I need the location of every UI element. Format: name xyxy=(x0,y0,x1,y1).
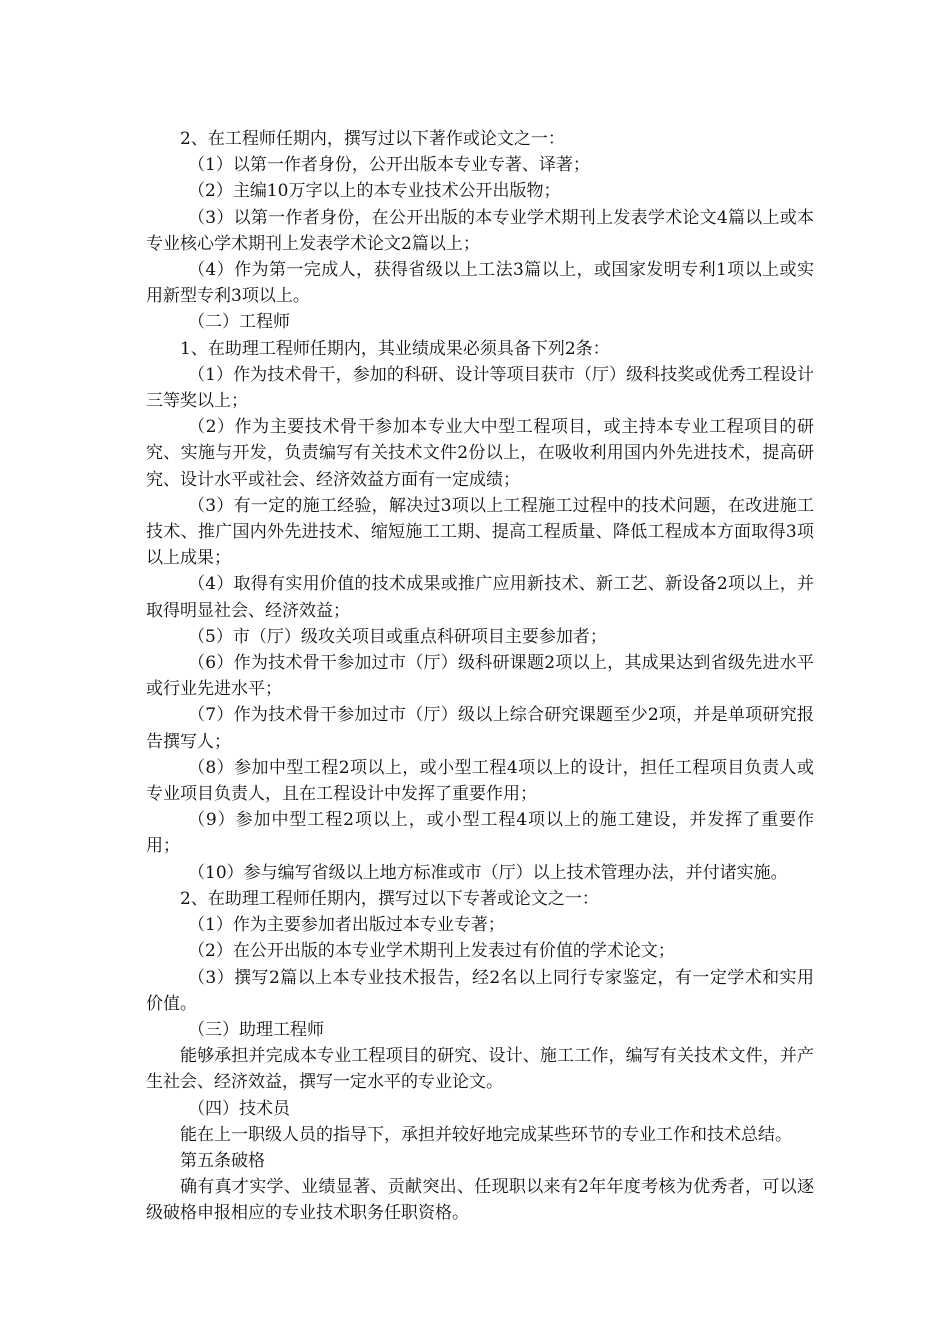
paragraph-body: 能在上一职级人员的指导下，承担并较好地完成某些环节的专业工作和技术总结。 xyxy=(180,1124,792,1145)
paragraph-works-requirement: 2、在助理工程师任期内，撰写过以下专著或论文之一： xyxy=(180,888,599,909)
paragraph-item: （10）参与编写省级以上地方标准或市（厅）以上技术管理办法，并付诸实施。 xyxy=(188,862,788,883)
paragraph-item: （7）作为技术骨干参加过市（厅）级以上综合研究课题至少2项，并是单项研究报告撰写人； xyxy=(146,705,814,752)
paragraph-item: （6）作为技术骨干参加过市（厅）级科研课题2项以上，其成果达到省级先进水平或行业先进水平； xyxy=(146,653,814,700)
paragraph-item: （3）撰写2篇以上本专业技术报告，经2名以上同行专家鉴定，有一定学术和实用价值。 xyxy=(146,967,814,1014)
paragraph-item: （3）以第一作者身份，在公开出版的本专业学术期刊上发表学术论文4篇以上或本专业核心学术期刊上发表学术论文2篇以上； xyxy=(146,207,814,254)
article-heading-exception: 第五条破格 xyxy=(180,1150,265,1171)
paragraph-item: （1）作为技术骨干，参加的科研、设计等项目获市（厅）级科技奖或优秀工程设计三等奖以上； xyxy=(146,364,814,412)
paragraph-item: （3）有一定的施工经验，解决过3项以上工程施工过程中的技术问题，在改进施工技术、推广国内外先进技术、缩短施工工期、提高工程质量、降低工程成本方面取得3项以上成果； xyxy=(146,495,814,569)
paragraph-item: （5）市（厅）级攻关项目或重点科研项目主要参加者； xyxy=(188,626,607,647)
paragraph-body: 能够承担并完成本专业工程项目的研究、设计、施工工作，编写有关技术文件，并产生社会、经济效益，撰写一定水平的专业论文。 xyxy=(146,1046,814,1093)
paragraph-item: （1）作为主要参加者出版过本专业专著； xyxy=(188,915,505,936)
paragraph-item: （9）参加中型工程2项以上，或小型工程4项以上的施工建设，并发挥了重要作用； xyxy=(146,810,814,857)
paragraph-achievement-requirement: 1、在助理工程师任期内，其业绩成果必须具备下列2条： xyxy=(180,338,610,359)
paragraph-item: （2）主编10万字以上的本专业技术公开出版物； xyxy=(188,181,561,202)
paragraph-works-requirement: 2、在工程师任期内，撰写过以下著作或论文之一： xyxy=(180,129,565,149)
section-heading-technician: （四）技术员 xyxy=(188,1098,290,1119)
paragraph-item: （8）参加中型工程2项以上，或小型工程4项以上的设计，担任工程项目负责人或专业项目负责人，且在工程设计中发挥了重要作用； xyxy=(146,757,814,805)
paragraph-item: （4）作为第一完成人，获得省级以上工法3篇以上，或国家发明专利1项以上或实用新型专利3项以上。 xyxy=(146,260,814,307)
paragraph-body: 确有真才实学、业绩显著、贡献突出、任现职以来有2年年度考核为优秀者，可以逐级破格申报相应的专业技术职务任职资格。 xyxy=(146,1177,814,1224)
document-body xyxy=(146,126,814,1227)
paragraph-item: （2）作为主要技术骨干参加本专业大中型工程项目，或主持本专业工程项目的研究、实施与开发，负责编写有关技术文件2份以上，在吸收利用国内外先进技术，提高研究、设计水平或社会、经济效益方面有一定成绩； xyxy=(146,417,814,490)
paragraph-item: （4）取得有实用价值的技术成果或推广应用新技术、新工艺、新设备2项以上，并取得明显社会、经济效益； xyxy=(146,574,814,621)
section-heading-assistant-engineer: （三）助理工程师 xyxy=(188,1019,324,1040)
paragraph-item: （2）在公开出版的本专业学术期刊上发表过有价值的学术论文； xyxy=(188,941,675,962)
paragraph-item: （1）以第一作者身份，公开出版本专业专著、译著； xyxy=(188,155,590,176)
section-heading-engineer: （二）工程师 xyxy=(188,312,290,333)
